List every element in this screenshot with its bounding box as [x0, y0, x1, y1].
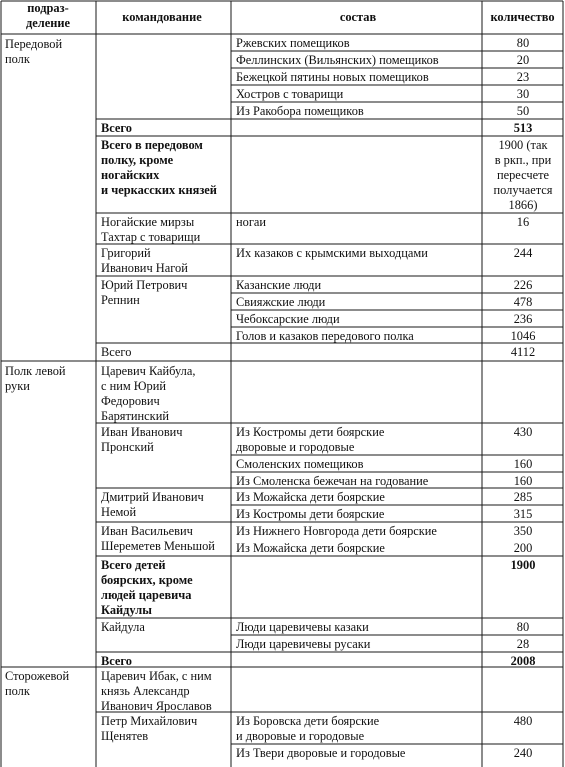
subdivision-guard-regiment: Сторожевой полк	[5, 669, 70, 698]
command-nogai-mirzas: Ногайские мирзы Тахтар с товарищи	[101, 215, 201, 244]
composition-cell: Люди царевичевы русаки	[236, 637, 371, 651]
composition-cell: Из Можайска дети боярские	[236, 541, 385, 555]
subdivision-advance-regiment: Передовой полк	[5, 37, 63, 66]
quantity-cell: 16	[516, 215, 530, 229]
composition-cell: Из Можайска дети боярские	[236, 490, 385, 504]
command-total-children: Всего детей боярских, кроме людей царевича Кайдулы	[101, 558, 193, 617]
command-shchenyatev: Петр Михайлович Щенятев	[101, 714, 198, 743]
quantity-cell: 80	[516, 36, 530, 50]
quantity-cell: 513	[513, 121, 533, 135]
command-nagoy: Григорий Иванович Нагой	[101, 246, 188, 275]
quantity-cell: 200	[513, 541, 533, 555]
composition-cell: Из Костромы дети боярские дворовые и городовые	[236, 425, 385, 454]
composition-cell: Из Костромы дети боярские	[236, 507, 385, 521]
composition-cell: Голов и казаков передового полка	[236, 329, 414, 343]
quantity-cell: 50	[516, 104, 530, 118]
quantity-cell: 480	[513, 714, 533, 728]
quantity-cell: 236	[513, 312, 533, 326]
command-nemoy: Дмитрий Иванович Немой	[101, 490, 204, 519]
quantity-cell: 4112	[510, 345, 536, 359]
quantity-cell: 244	[513, 246, 533, 260]
command-total-excluding-princes: Всего в передовом полку, кроме ногайских и черкасских князей	[101, 138, 217, 197]
composition-cell: ногаи	[236, 215, 267, 229]
quantity-cell: 1046	[510, 329, 536, 343]
composition-cell: Смоленских помещиков	[236, 457, 364, 471]
composition-cell: Ржевских помещиков	[236, 36, 350, 50]
quantity-cell: 315	[513, 507, 533, 521]
quantity-cell: 285	[513, 490, 533, 504]
composition-cell: Из Нижнего Новгорода дети боярские	[236, 524, 437, 538]
quantity-cell: 28	[516, 637, 530, 651]
command-total: Всего	[101, 345, 132, 359]
quantity-cell: 240	[513, 746, 533, 760]
quantity-cell: 30	[516, 87, 530, 101]
composition-cell: Их казаков с крымскими выходцами	[236, 246, 428, 260]
command-total: Всего	[101, 654, 132, 668]
subdivision-left-hand-regiment: Полк левой руки	[5, 364, 66, 393]
composition-cell: Свияжские люди	[236, 295, 326, 309]
composition-cell: Феллинских (Вильянских) помещиков	[236, 53, 439, 67]
composition-cell: Из Твери дворовые и городовые	[236, 746, 406, 760]
quantity-cell: 1900 (так в ркп., при пересчете получается 1866)	[493, 138, 553, 212]
quantity-cell: 160	[513, 474, 533, 488]
header-composition: состав	[339, 10, 377, 24]
composition-cell: Из Смоленска бежечан на годование	[236, 474, 429, 488]
command-kaydula: Кайдула	[101, 620, 145, 634]
command-total: Всего	[101, 121, 132, 135]
header-command: командование	[122, 10, 202, 24]
composition-cell: Из Ракобора помещиков	[236, 104, 364, 118]
quantity-cell: 430	[513, 425, 533, 439]
quantity-cell: 2008	[510, 654, 536, 668]
quantity-cell: 20	[516, 53, 530, 67]
quantity-cell: 226	[513, 278, 533, 292]
command-repnin: Юрий Петрович Репнин	[101, 278, 188, 307]
command-pronsky: Иван Иванович Пронский	[101, 425, 183, 454]
command-sheremetev: Иван Васильевич Шереметев Меньшой	[101, 524, 215, 553]
quantity-cell: 350	[513, 524, 533, 538]
quantity-cell: 80	[516, 620, 530, 634]
composition-cell: Хостров с товарищи	[236, 87, 344, 101]
quantity-cell: 478	[513, 295, 533, 309]
composition-cell: Бежецкой пятины новых помещиков	[236, 70, 429, 84]
quantity-cell: 1900	[510, 558, 536, 572]
composition-cell: Люди царевичевы казаки	[236, 620, 369, 634]
quantity-cell: 23	[516, 70, 530, 84]
header-quantity: количество	[490, 10, 555, 24]
composition-cell: Из Боровска дети боярские и дворовые и городовые	[236, 714, 380, 743]
command-kaybula: Царевич Кайбула, с ним Юрий Федорович Барятинский	[101, 364, 196, 423]
header-subdivision: подраз- деление	[26, 1, 70, 30]
composition-cell: Казанские люди	[236, 278, 322, 292]
composition-cell: Чебоксарские люди	[236, 312, 340, 326]
quantity-cell: 160	[513, 457, 533, 471]
command-ibak: Царевич Ибак, с ним князь Александр Иванович Ярославов	[101, 669, 212, 713]
